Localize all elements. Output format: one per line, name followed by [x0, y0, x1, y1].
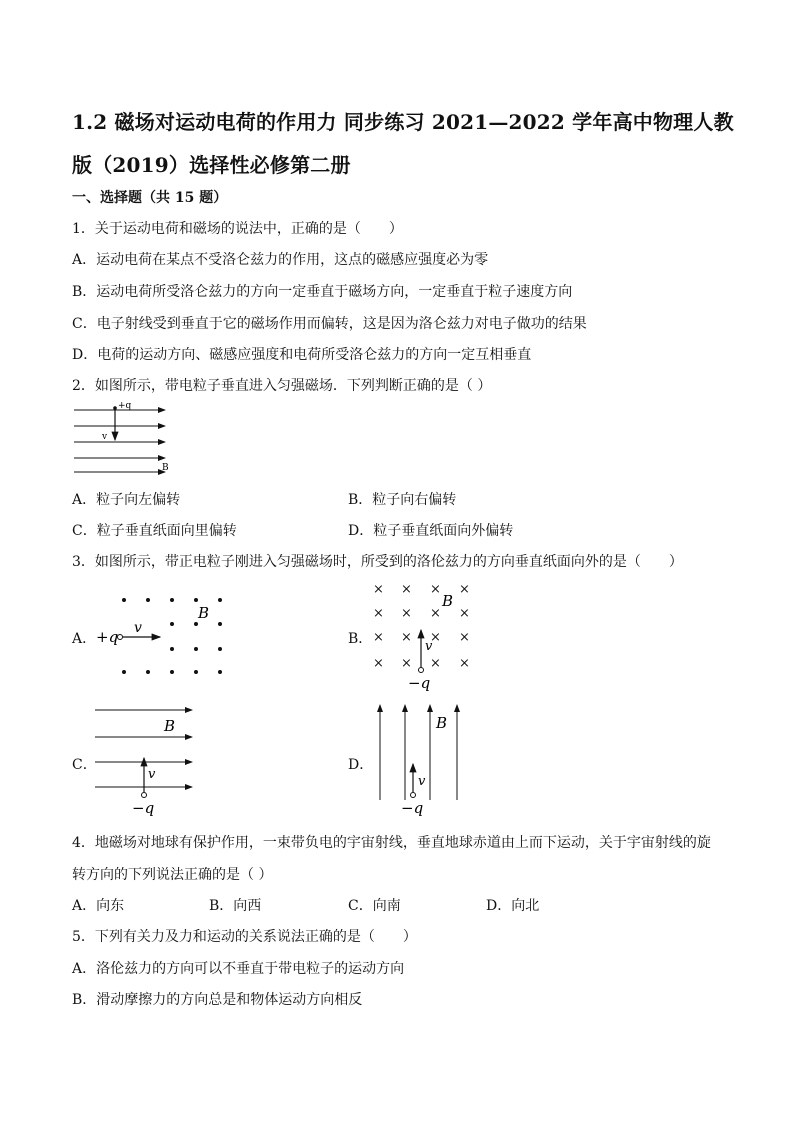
q1-option-b: B．运动电荷所受洛仑兹力的方向一定垂直于磁场方向，一定垂直于粒子速度方向 — [72, 284, 573, 300]
q3c-particle — [142, 793, 147, 798]
svg-text:×: × — [373, 582, 384, 597]
svg-text:×: × — [430, 656, 441, 671]
svg-text:×: × — [373, 656, 384, 671]
svg-text:×: × — [430, 606, 441, 621]
q3-label-d: D． — [348, 757, 374, 773]
q2-v-label: v — [102, 432, 108, 442]
q3-label-c: C． — [72, 757, 97, 773]
q3d-v-label: v — [418, 774, 426, 789]
q4-stem-line-1: 4．地磁场对地球有保护作用，一束带负电的宇宙射线，垂直地球赤道由上而下运动，关于宇宙射线的旋 — [72, 835, 711, 851]
svg-text:×: × — [459, 656, 470, 671]
q4-option-d: D．向北 — [486, 898, 540, 914]
svg-text:×: × — [401, 606, 412, 621]
q3b-charge-label: −q — [408, 674, 431, 692]
q3a-particle — [118, 635, 123, 640]
q3c-b-label: B — [164, 717, 176, 735]
svg-text:×: × — [430, 582, 441, 597]
svg-text:×: × — [401, 630, 412, 645]
section-heading: 一、选择题（共 15 题） — [72, 190, 228, 206]
q4-stem-line-2: 转方向的下列说法正确的是（ ） — [72, 867, 273, 883]
q4-option-c: C．向南 — [348, 898, 401, 914]
q2-option-b: B．粒子向右偏转 — [348, 492, 457, 508]
q1-option-a: A．运动电荷在某点不受洛仑兹力的作用，这点的磁感应强度必为零 — [72, 252, 489, 268]
q3-figure-b — [368, 578, 488, 693]
q4-option-b: B．向西 — [209, 898, 262, 914]
q2-figure — [70, 400, 190, 480]
q3d-charge-label: −q — [401, 799, 424, 817]
q5-option-a: A．洛伦兹力的方向可以不垂直于带电粒子的运动方向 — [72, 961, 405, 977]
q3-label-b: B． — [348, 631, 373, 647]
svg-text:×: × — [401, 582, 412, 597]
q3a-charge-label: +q — [96, 628, 119, 646]
q3c-v-label: v — [148, 767, 156, 782]
q2-charge-label: +q — [118, 401, 132, 411]
svg-text:×: × — [459, 606, 470, 621]
q3d-particle — [411, 793, 416, 798]
q2-b-label: B — [162, 463, 169, 473]
q3-figure-c — [92, 700, 202, 820]
q1-option-d: D．电荷的运动方向、磁感应强度和电荷所受洛仑兹力的方向一定互相垂直 — [72, 347, 532, 363]
q3c-charge-label: −q — [132, 799, 155, 817]
q3a-b-label: B — [198, 604, 210, 622]
q5-stem: 5．下列有关力及力和运动的关系说法正确的是（ ） — [72, 929, 417, 945]
svg-text:×: × — [401, 656, 412, 671]
q3-stem: 3．如图所示，带正电粒子刚进入匀强磁场时，所受到的洛伦兹力的方向垂直纸面向外的是（ ） — [72, 554, 683, 570]
q2-option-c: C．粒子垂直纸面向里偏转 — [72, 523, 237, 539]
title-line-2: 版（2019）选择性必修第二册 — [72, 153, 351, 177]
q2-stem: 2．如图所示，带电粒子垂直进入匀强磁场．下列判断正确的是（ ） — [72, 378, 492, 394]
q3-label-a: A． — [72, 631, 97, 647]
q5-option-b: B．滑动摩擦力的方向总是和物体运动方向相反 — [72, 992, 363, 1008]
q1-option-c: C．电子射线受到垂直于它的磁场作用而偏转，这是因为洛仑兹力对电子做功的结果 — [72, 316, 587, 332]
q1-stem: 1．关于运动电荷和磁场的说法中，正确的是（ ） — [72, 221, 403, 237]
q3a-v-label: v — [134, 620, 142, 636]
svg-text:×: × — [430, 630, 441, 645]
title-line-1: 1.2 磁场对运动电荷的作用力 同步练习 2021—2022 学年高中物理人教 — [72, 110, 734, 134]
q3b-v-label: v — [425, 639, 433, 654]
q3b-b-label: B — [442, 592, 454, 610]
q3-figure-a — [90, 588, 240, 688]
q2-option-d: D．粒子垂直纸面向外偏转 — [348, 523, 514, 539]
svg-text:×: × — [373, 630, 384, 645]
svg-text:×: × — [459, 630, 470, 645]
q2-option-a: A．粒子向左偏转 — [72, 492, 181, 508]
q3-figure-d — [368, 700, 478, 820]
svg-text:×: × — [459, 582, 470, 597]
svg-text:×: × — [373, 606, 384, 621]
q3b-particle — [419, 668, 424, 673]
q4-option-a: A．向东 — [72, 898, 125, 914]
q3d-b-label: B — [436, 714, 448, 732]
